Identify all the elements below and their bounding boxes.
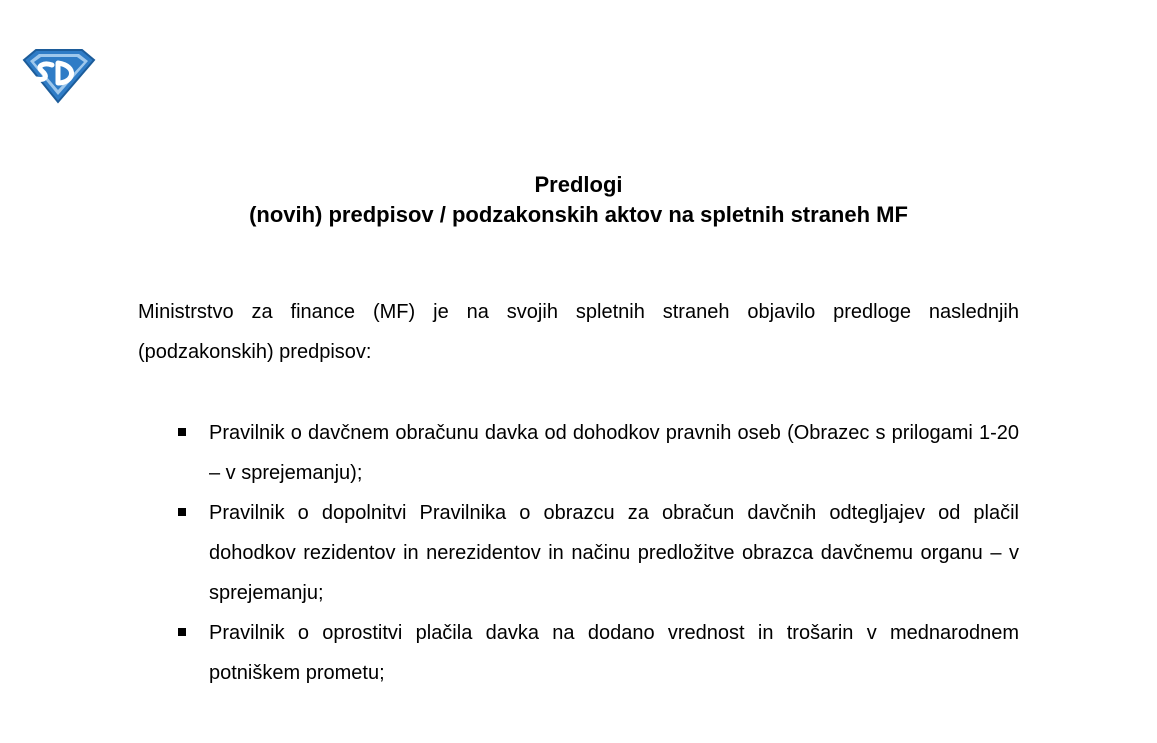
list-item-text: Pravilnik o davčnem obračunu davka od dohodkov pravnih oseb (Obrazec s prilogami 1-20 – v sprejemanju);: [209, 422, 1019, 484]
sd-logo: [22, 48, 96, 104]
list-item: [138, 493, 1019, 613]
square-bullet-icon: [178, 428, 186, 436]
intro-paragraph: Ministrstvo za finance (MF) je na svojih spletnih straneh objavilo predloge naslednjih (podzakonskih) predpisov:: [138, 301, 1019, 363]
title-line-2: (novih) predpisov / podzakonskih aktov na spletnih straneh MF: [249, 202, 908, 227]
regulation-list: [138, 413, 1019, 693]
list-item-text: Pravilnik o oprostitvi plačila davka na dodano vrednost in trošarin v mednarodnem potniškem prometu;: [209, 622, 1019, 684]
shield-logo-icon: [22, 48, 96, 104]
list-item: [138, 613, 1019, 693]
title-line-1: Predlogi: [534, 172, 623, 197]
page-title: [0, 170, 1157, 230]
square-bullet-icon: [178, 508, 186, 516]
square-bullet-icon: [178, 628, 186, 636]
list-item: [138, 413, 1019, 493]
list-item-text: Pravilnik o dopolnitvi Pravilnika o obrazcu za obračun davčnih odtegljajev od plačil dohodkov rezidentov in nerezidentov in načinu predložitve obrazca davčnemu organu – v sprejemanju;: [209, 502, 1019, 604]
